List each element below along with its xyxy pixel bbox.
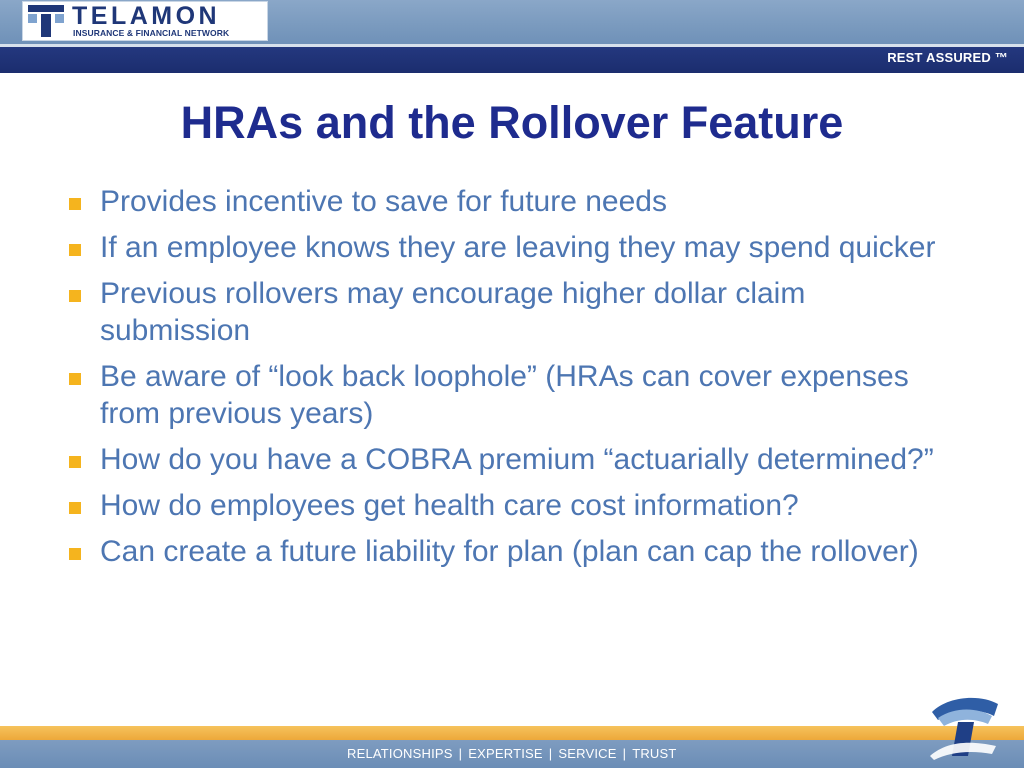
square-bullet-icon	[69, 502, 81, 514]
bullet-text: Can create a future liability for plan (plan can cap the rollover)	[100, 535, 919, 568]
square-bullet-icon	[69, 548, 81, 560]
square-bullet-icon	[69, 373, 81, 385]
square-bullet-icon	[69, 198, 81, 210]
footer-separator: |	[548, 746, 553, 761]
footer-item-service: SERVICE	[558, 746, 617, 761]
bullet-text: How do you have a COBRA premium “actuarially determined?”	[100, 443, 934, 476]
bullet-text: Provides incentive to save for future needs	[100, 185, 667, 218]
footer-item-relationships: RELATIONSHIPS	[347, 746, 453, 761]
bullet-text: Previous rollovers may encourage higher dollar claim submission	[100, 277, 806, 347]
square-bullet-icon	[69, 456, 81, 468]
footer-item-trust: TRUST	[632, 746, 677, 761]
bullet-item	[66, 275, 946, 349]
bullet-item	[66, 229, 946, 266]
bullet-item	[66, 441, 946, 478]
footer-item-expertise: EXPERTISE	[468, 746, 543, 761]
square-bullet-icon	[69, 244, 81, 256]
bullet-item	[66, 183, 946, 220]
footer-values	[347, 746, 677, 761]
logo-subtitle: INSURANCE & FINANCIAL NETWORK	[73, 28, 230, 38]
bullet-list	[66, 183, 946, 579]
square-bullet-icon	[69, 290, 81, 302]
bullet-item	[66, 533, 946, 570]
bullet-text: If an employee knows they are leaving they may spend quicker	[100, 231, 936, 264]
bullet-item	[66, 487, 946, 524]
bullet-text: How do employees get health care cost information?	[100, 489, 799, 522]
bullet-item	[66, 358, 946, 432]
footer-separator: |	[622, 746, 627, 761]
header-tagline: REST ASSURED ™	[887, 50, 1008, 65]
header-bar	[0, 47, 1024, 73]
company-logo	[22, 1, 268, 41]
telamon-t-logo-icon	[28, 5, 64, 37]
footer-separator: |	[458, 746, 463, 761]
bullet-text: Be aware of “look back loophole” (HRAs can cover expenses from previous years)	[100, 360, 909, 430]
telamon-swoosh-logo-icon	[928, 694, 1000, 760]
slide-title: HRAs and the Rollover Feature	[180, 97, 844, 148]
logo-name: TELAMON	[72, 2, 221, 30]
footer-accent-line	[0, 726, 1024, 740]
